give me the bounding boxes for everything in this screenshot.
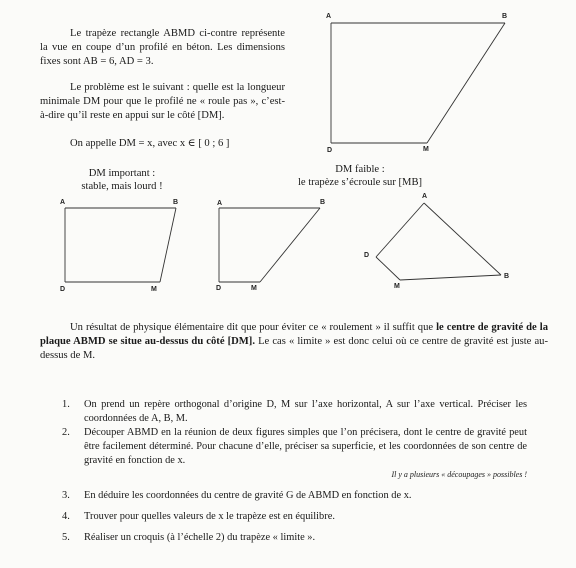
question-number: 2. — [62, 427, 70, 438]
question-5 — [62, 531, 527, 545]
intro-paragraph-1: Le trapèze rectangle ABMD ci-contre représente la vue en coupe d’un profilé en béton. Les dimensions fixes sont AB = 6, AD = 3. — [40, 28, 285, 68]
caption-dm-important — [62, 167, 182, 193]
physics-bold-text: le centre de gravité de la plaque ABMD se situe au-dessus du côté [DM]. — [40, 322, 548, 348]
fig1-point-d-label: D — [60, 286, 66, 293]
note-decoupages: Il y a plusieurs « découpages » possibles ! — [391, 470, 527, 479]
caption-faible-line2: le trapèze s’écroule sur [MB] — [297, 177, 423, 188]
physics-text-1: Un résultat de physique élémentaire dit que pour éviter ce « roulement » il suffit que — [70, 322, 437, 333]
fig3-point-d-label: D — [364, 252, 370, 259]
figure-main-trapezoid — [331, 23, 505, 143]
fig3-point-a-label: A — [422, 193, 428, 200]
figure-dm-important — [65, 208, 176, 282]
question-text: Réaliser un croquis (à l’échelle 2) du trapèze « limite ». — [84, 532, 316, 543]
fig2-point-b-label: B — [320, 199, 326, 206]
point-b-label: B — [502, 13, 508, 20]
fig2-point-d-label: D — [216, 285, 222, 292]
caption-dm-faible — [280, 163, 440, 189]
question-number: 3. — [62, 490, 70, 501]
caption-faible-line1: DM faible : — [335, 164, 385, 175]
question-number: 4. — [62, 511, 70, 522]
question-1 — [62, 398, 527, 426]
figure-dm-faible — [376, 203, 501, 280]
caption-important-line1: DM important : — [88, 168, 156, 179]
question-text: Découper ABMD en la réunion de deux figures simples que l’on précisera, dont le centre de gravité peut être facilement déterminé. Pour chacune d’elle, préciser sa superficie, et les coordonnées de son centre de gravité en fonction de x. — [84, 427, 527, 466]
question-text: On prend un repère orthogonal d’origine D, M sur l’axe horizontal, A sur l’axe vertical. Préciser les coordonnées de A, B, M. — [84, 399, 527, 424]
point-a-label: A — [326, 13, 332, 20]
fig2-point-m-label: M — [251, 285, 257, 292]
question-number: 5. — [62, 532, 70, 543]
fig3-point-m-label: M — [394, 283, 400, 290]
fig2-point-a-label: A — [217, 200, 223, 207]
point-m-label: M — [423, 146, 429, 153]
intro-paragraph-2: Le problème est le suivant : quelle est la longueur minimale DM pour que le profilé ne « roule pas », c’est-à-dire qu’il reste en appui sur le côté [DM]. — [40, 82, 285, 122]
physics-paragraph — [40, 321, 548, 364]
question-number: 1. — [62, 399, 70, 410]
physics-text-2: Le cas « limite » est donc celui où ce centre de gravité est juste au-dessus de M. — [40, 336, 549, 362]
fig1-point-m-label: M — [151, 286, 157, 293]
question-4 — [62, 510, 527, 524]
caption-important-line2: stable, mais lourd ! — [81, 181, 163, 192]
fig3-point-b-label: B — [504, 273, 510, 280]
fig1-point-b-label: B — [173, 199, 179, 206]
intro-paragraph-3: On appelle DM = x, avec x ∈ [ 0 ; 6 ] — [70, 138, 230, 149]
fig1-point-a-label: A — [60, 199, 66, 206]
point-d-label: D — [327, 147, 333, 154]
question-3 — [62, 489, 527, 503]
question-text: Trouver pour quelles valeurs de x le trapèze est en équilibre. — [84, 511, 335, 522]
figure-dm-medium — [219, 208, 320, 282]
question-text: En déduire les coordonnées du centre de gravité G de ABMD en fonction de x. — [84, 490, 412, 501]
question-2 — [62, 426, 527, 468]
